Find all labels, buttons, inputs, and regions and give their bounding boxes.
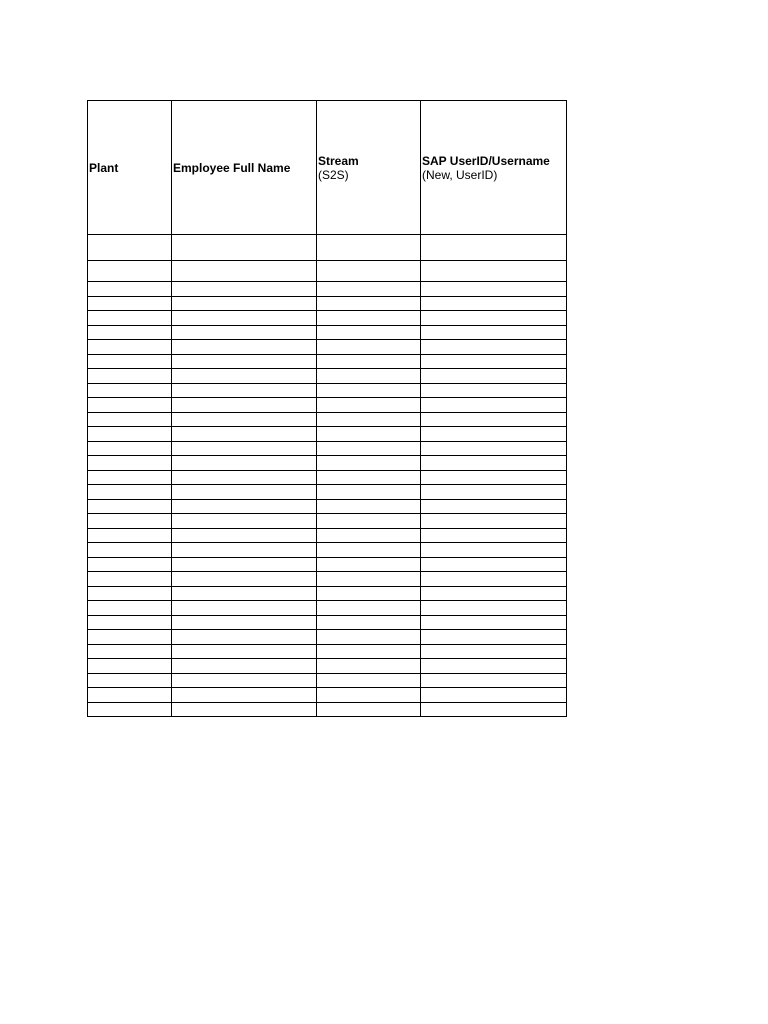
cell-plant[interactable] xyxy=(88,601,172,616)
cell-sap-userid[interactable] xyxy=(421,311,567,326)
table-row xyxy=(88,485,567,500)
cell-plant[interactable] xyxy=(88,688,172,703)
cell-plant[interactable] xyxy=(88,412,172,427)
cell-plant[interactable] xyxy=(88,470,172,485)
cell-stream[interactable] xyxy=(317,702,421,717)
cell-stream[interactable] xyxy=(317,644,421,659)
cell-stream[interactable] xyxy=(317,311,421,326)
cell-plant[interactable] xyxy=(88,383,172,398)
cell-plant[interactable] xyxy=(88,354,172,369)
cell-employee-full-name[interactable] xyxy=(172,325,317,340)
header-stream xyxy=(317,101,421,235)
cell-employee-full-name[interactable] xyxy=(172,235,317,261)
cell-plant[interactable] xyxy=(88,456,172,471)
cell-sap-userid[interactable] xyxy=(421,659,567,674)
cell-plant[interactable] xyxy=(88,325,172,340)
cell-stream[interactable] xyxy=(317,514,421,529)
table-row xyxy=(88,282,567,297)
cell-sap-userid[interactable] xyxy=(421,325,567,340)
table-row xyxy=(88,572,567,587)
header-row xyxy=(88,101,567,235)
cell-stream[interactable] xyxy=(317,427,421,442)
cell-stream[interactable] xyxy=(317,441,421,456)
cell-stream[interactable] xyxy=(317,543,421,558)
header-sap-userid xyxy=(421,101,567,235)
table-row xyxy=(88,615,567,630)
table-row xyxy=(88,369,567,384)
cell-plant[interactable] xyxy=(88,572,172,587)
cell-sap-userid[interactable] xyxy=(421,514,567,529)
cell-employee-full-name[interactable] xyxy=(172,557,317,572)
cell-sap-userid[interactable] xyxy=(421,702,567,717)
cell-plant[interactable] xyxy=(88,282,172,297)
table-row xyxy=(88,456,567,471)
cell-plant[interactable] xyxy=(88,702,172,717)
cell-stream[interactable] xyxy=(317,586,421,601)
cell-sap-userid[interactable] xyxy=(421,673,567,688)
cell-plant[interactable] xyxy=(88,557,172,572)
cell-sap-userid[interactable] xyxy=(421,261,567,282)
cell-sap-userid[interactable] xyxy=(421,441,567,456)
cell-stream[interactable] xyxy=(317,261,421,282)
cell-stream[interactable] xyxy=(317,296,421,311)
cell-employee-full-name[interactable] xyxy=(172,659,317,674)
cell-employee-full-name[interactable] xyxy=(172,412,317,427)
cell-sap-userid[interactable] xyxy=(421,688,567,703)
header-employee-full-name xyxy=(172,101,317,235)
table-row xyxy=(88,383,567,398)
cell-stream[interactable] xyxy=(317,615,421,630)
cell-plant[interactable] xyxy=(88,296,172,311)
cell-stream[interactable] xyxy=(317,528,421,543)
table-row xyxy=(88,644,567,659)
cell-plant[interactable] xyxy=(88,485,172,500)
cell-employee-full-name[interactable] xyxy=(172,369,317,384)
cell-stream[interactable] xyxy=(317,398,421,413)
header-sap-userid-sublabel: (New, UserID) xyxy=(422,167,498,182)
table-row xyxy=(88,702,567,717)
cell-employee-full-name[interactable] xyxy=(172,673,317,688)
cell-plant[interactable] xyxy=(88,644,172,659)
cell-plant[interactable] xyxy=(88,630,172,645)
cell-plant[interactable] xyxy=(88,586,172,601)
cell-employee-full-name[interactable] xyxy=(172,702,317,717)
cell-employee-full-name[interactable] xyxy=(172,514,317,529)
cell-plant[interactable] xyxy=(88,340,172,355)
table-row xyxy=(88,354,567,369)
cell-stream[interactable] xyxy=(317,557,421,572)
table-row xyxy=(88,470,567,485)
cell-employee-full-name[interactable] xyxy=(172,601,317,616)
table-row xyxy=(88,673,567,688)
cell-employee-full-name[interactable] xyxy=(172,354,317,369)
cell-sap-userid[interactable] xyxy=(421,528,567,543)
cell-employee-full-name[interactable] xyxy=(172,383,317,398)
cell-employee-full-name[interactable] xyxy=(172,282,317,297)
cell-stream[interactable] xyxy=(317,354,421,369)
cell-sap-userid[interactable] xyxy=(421,644,567,659)
cell-plant[interactable] xyxy=(88,261,172,282)
table-row xyxy=(88,659,567,674)
cell-stream[interactable] xyxy=(317,325,421,340)
cell-plant[interactable] xyxy=(88,441,172,456)
header-stream-label: Stream xyxy=(318,153,359,168)
cell-plant[interactable] xyxy=(88,427,172,442)
cell-employee-full-name[interactable] xyxy=(172,398,317,413)
cell-sap-userid[interactable] xyxy=(421,543,567,558)
table-row xyxy=(88,427,567,442)
cell-employee-full-name[interactable] xyxy=(172,688,317,703)
employee-form-table xyxy=(87,100,567,717)
cell-stream[interactable] xyxy=(317,499,421,514)
cell-plant[interactable] xyxy=(88,311,172,326)
cell-plant[interactable] xyxy=(88,398,172,413)
table-row xyxy=(88,514,567,529)
cell-stream[interactable] xyxy=(317,282,421,297)
cell-sap-userid[interactable] xyxy=(421,282,567,297)
table-row xyxy=(88,235,567,261)
cell-stream[interactable] xyxy=(317,630,421,645)
cell-sap-userid[interactable] xyxy=(421,499,567,514)
table-row xyxy=(88,325,567,340)
header-plant-label: Plant xyxy=(89,160,119,175)
table-row xyxy=(88,340,567,355)
table-row xyxy=(88,261,567,282)
header-stream-sublabel: (S2S) xyxy=(318,167,349,182)
cell-employee-full-name[interactable] xyxy=(172,296,317,311)
cell-employee-full-name[interactable] xyxy=(172,572,317,587)
cell-stream[interactable] xyxy=(317,673,421,688)
cell-plant[interactable] xyxy=(88,673,172,688)
cell-sap-userid[interactable] xyxy=(421,340,567,355)
cell-employee-full-name[interactable] xyxy=(172,543,317,558)
cell-employee-full-name[interactable] xyxy=(172,441,317,456)
cell-sap-userid[interactable] xyxy=(421,354,567,369)
cell-stream[interactable] xyxy=(317,235,421,261)
cell-sap-userid[interactable] xyxy=(421,557,567,572)
cell-plant[interactable] xyxy=(88,659,172,674)
cell-stream[interactable] xyxy=(317,688,421,703)
cell-sap-userid[interactable] xyxy=(421,615,567,630)
table-row xyxy=(88,543,567,558)
cell-sap-userid[interactable] xyxy=(421,369,567,384)
table-row xyxy=(88,557,567,572)
table-row xyxy=(88,601,567,616)
table-row xyxy=(88,296,567,311)
cell-employee-full-name[interactable] xyxy=(172,340,317,355)
table-row xyxy=(88,688,567,703)
cell-sap-userid[interactable] xyxy=(421,235,567,261)
cell-sap-userid[interactable] xyxy=(421,572,567,587)
form-body xyxy=(88,235,567,717)
cell-sap-userid[interactable] xyxy=(421,470,567,485)
table-row xyxy=(88,398,567,413)
cell-employee-full-name[interactable] xyxy=(172,427,317,442)
cell-sap-userid[interactable] xyxy=(421,601,567,616)
table-row xyxy=(88,630,567,645)
cell-sap-userid[interactable] xyxy=(421,630,567,645)
cell-sap-userid[interactable] xyxy=(421,427,567,442)
cell-stream[interactable] xyxy=(317,572,421,587)
table-row xyxy=(88,586,567,601)
cell-sap-userid[interactable] xyxy=(421,412,567,427)
cell-plant[interactable] xyxy=(88,615,172,630)
cell-employee-full-name[interactable] xyxy=(172,528,317,543)
cell-stream[interactable] xyxy=(317,470,421,485)
cell-employee-full-name[interactable] xyxy=(172,456,317,471)
cell-employee-full-name[interactable] xyxy=(172,615,317,630)
cell-plant[interactable] xyxy=(88,528,172,543)
cell-sap-userid[interactable] xyxy=(421,586,567,601)
cell-stream[interactable] xyxy=(317,383,421,398)
table-row xyxy=(88,311,567,326)
cell-employee-full-name[interactable] xyxy=(172,485,317,500)
cell-employee-full-name[interactable] xyxy=(172,630,317,645)
cell-stream[interactable] xyxy=(317,601,421,616)
cell-stream[interactable] xyxy=(317,412,421,427)
cell-stream[interactable] xyxy=(317,369,421,384)
table-row xyxy=(88,499,567,514)
table-row xyxy=(88,412,567,427)
header-plant xyxy=(88,101,172,235)
cell-employee-full-name[interactable] xyxy=(172,644,317,659)
cell-plant[interactable] xyxy=(88,499,172,514)
cell-plant[interactable] xyxy=(88,235,172,261)
cell-plant[interactable] xyxy=(88,543,172,558)
cell-employee-full-name[interactable] xyxy=(172,499,317,514)
cell-employee-full-name[interactable] xyxy=(172,586,317,601)
cell-stream[interactable] xyxy=(317,456,421,471)
header-employee-full-name-label: Employee Full Name xyxy=(173,160,291,175)
cell-stream[interactable] xyxy=(317,340,421,355)
table-row xyxy=(88,528,567,543)
cell-stream[interactable] xyxy=(317,485,421,500)
cell-employee-full-name[interactable] xyxy=(172,261,317,282)
table-row xyxy=(88,441,567,456)
cell-stream[interactable] xyxy=(317,659,421,674)
header-sap-userid-label: SAP UserID/Username xyxy=(422,153,550,168)
cell-plant[interactable] xyxy=(88,369,172,384)
cell-employee-full-name[interactable] xyxy=(172,470,317,485)
cell-employee-full-name[interactable] xyxy=(172,311,317,326)
cell-sap-userid[interactable] xyxy=(421,383,567,398)
cell-sap-userid[interactable] xyxy=(421,485,567,500)
cell-plant[interactable] xyxy=(88,514,172,529)
cell-sap-userid[interactable] xyxy=(421,296,567,311)
cell-sap-userid[interactable] xyxy=(421,456,567,471)
cell-sap-userid[interactable] xyxy=(421,398,567,413)
